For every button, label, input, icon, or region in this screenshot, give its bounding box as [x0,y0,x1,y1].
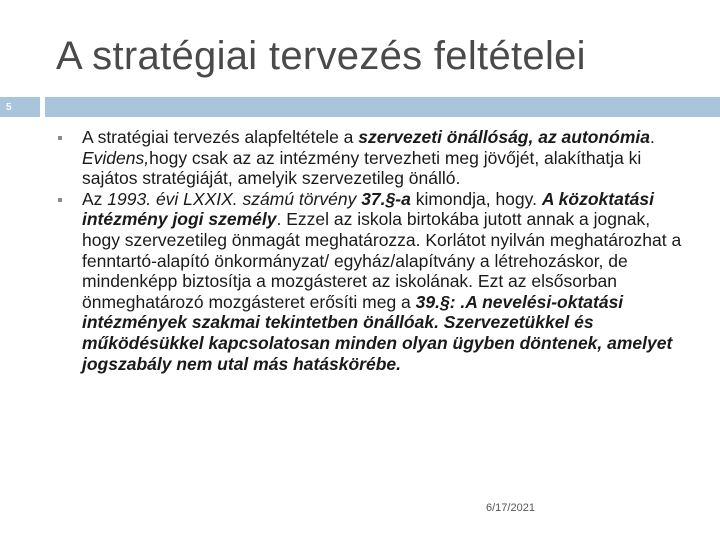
bullet1-italic: Evidens, [82,147,150,168]
bullet-list [58,127,688,374]
bullet1-punct: . [650,127,655,147]
bullet2-section: 37.§-a [361,188,411,209]
slide-date: 6/17/2021 [486,502,535,514]
bullet-marker [58,136,62,140]
bullet-item-2 [58,189,688,374]
slide-number-box [0,97,40,117]
bullet1-text: A stratégiai tervezés alapfeltétele a [82,127,359,147]
bullet-marker [58,198,62,202]
bullet2-quote: 39.§: .A nevelési-oktatási intézmények szakmai tekintetben önállóak. Szervezetükkel és működésükkel kapcsolatosan minden olyan ügyben döntenek, amelyet jogszabály nem utal más hatáskörébe. [82,291,673,374]
bullet2-law: 1993. évi LXXIX. számú törvény [107,188,357,209]
bullet2-emphasis: A közoktatási intézmény jogi személy [82,188,654,230]
slide-title: A stratégiai tervezés feltételei [56,34,586,78]
bullet2-says: kimondja, hogy. [410,188,542,209]
bullet2-text: Az [82,188,108,209]
bullet-item-1 [58,127,688,189]
bullet1-emphasis: szervezeti önállóság, az autonómia [358,127,651,147]
slide-number: 5 [6,101,12,113]
header-accent-bar [45,97,720,117]
bullet1-rest: hogy csak az az intézmény tervezheti meg jövőjét, alakíthatja ki sajátos stratégiáját, amelyik szervezetileg önálló. [82,147,642,189]
bullet2-body: . Ezzel az iskola birtokába jutott annak a jognak, hogy szervezetileg önmagát meghatározza. Korlátot nyilván meghatározhat a fenntartó-alapító önkormányzat/ egyház/alapítvány a létrehozáskor, de mindenképp biztosítja a mozgásteret az iskolának. Ezt az elsősorban önmeghatározó mozgásteret erősíti meg a [82,209,682,312]
